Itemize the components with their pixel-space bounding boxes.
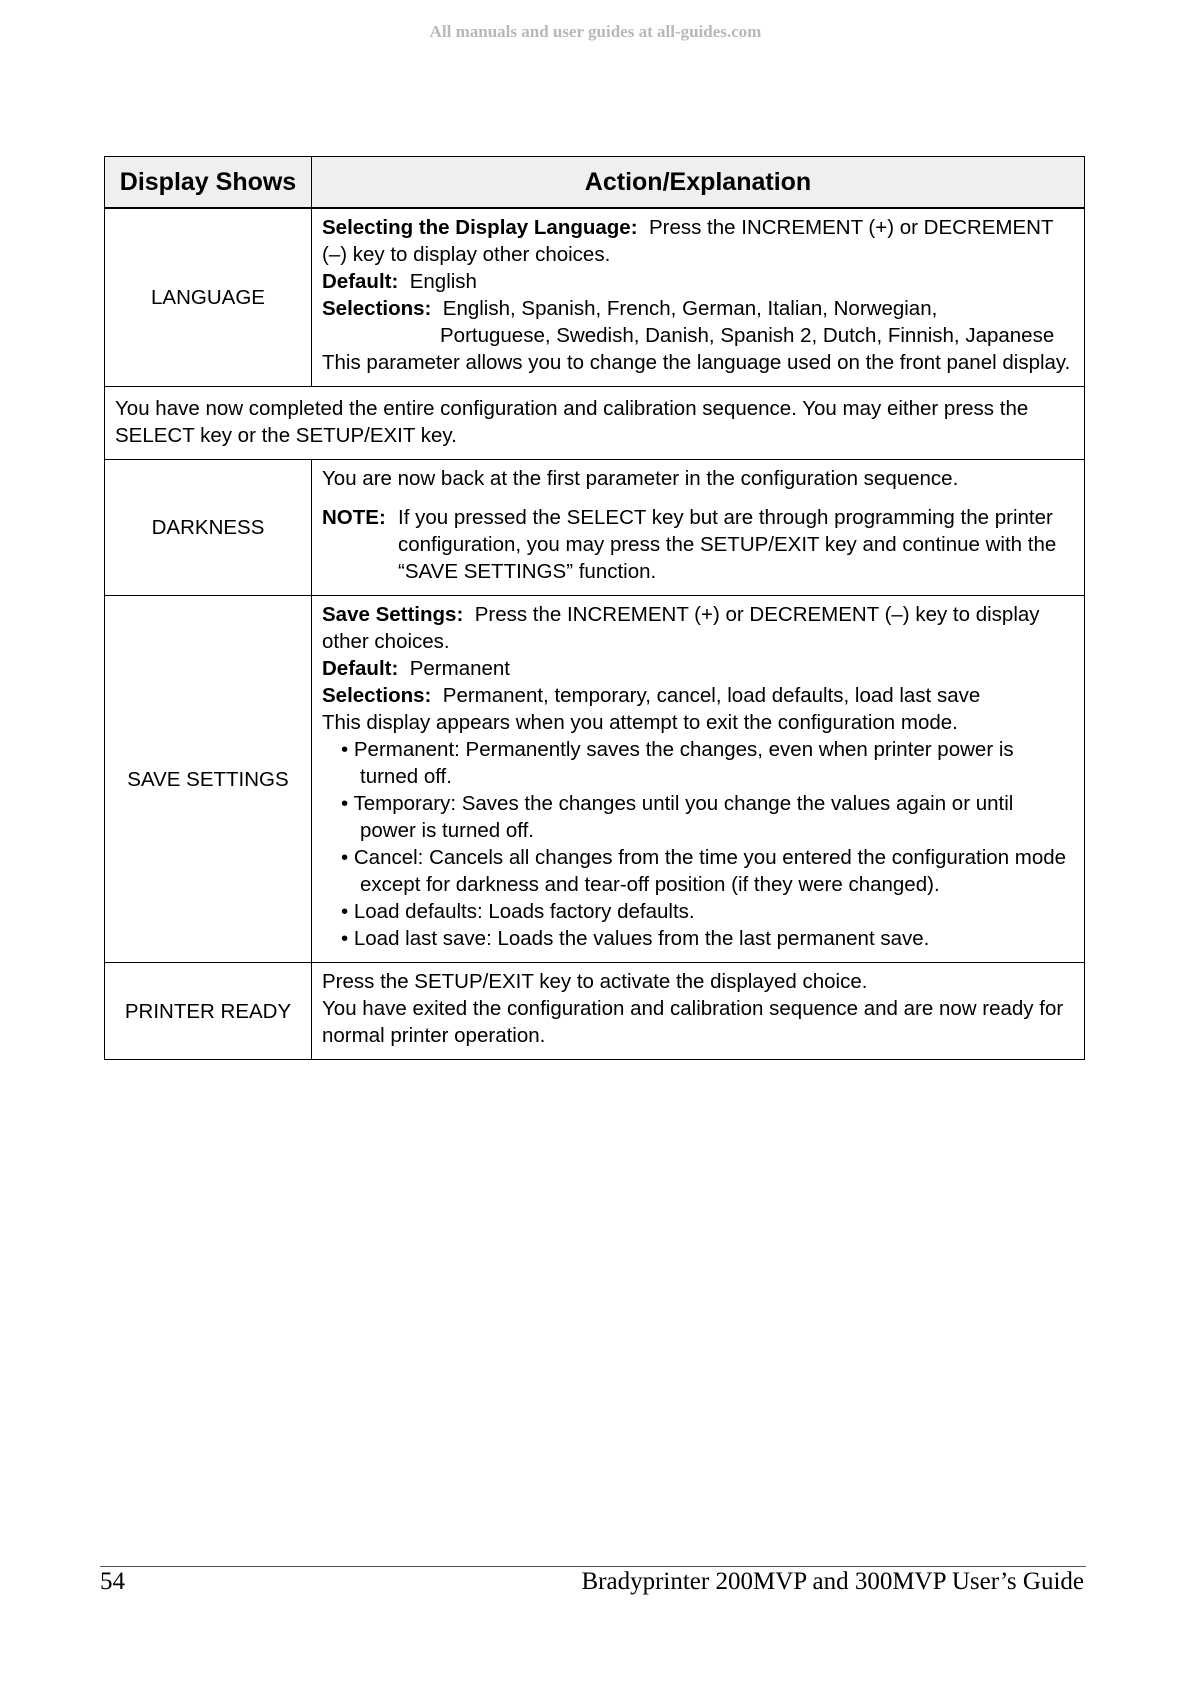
table-row-darkness — [105, 460, 1085, 596]
save-selections-line — [322, 682, 1074, 709]
bullet-permanent: • Permanent: Permanently saves the changes, even when printer power is turned off. — [341, 738, 1014, 788]
printer-ready-line1: Press the SETUP/EXIT key to activate the displayed choice. — [322, 970, 868, 993]
save-default-line — [322, 655, 1074, 682]
completed-note: You have now completed the entire configuration and calibration sequence. You may either press the SELECT key or the SETUP/EXIT key. — [105, 387, 1085, 460]
language-selections-line — [322, 295, 1074, 322]
table-row-language — [105, 208, 1085, 387]
display-save-settings: SAVE SETTINGS — [105, 596, 312, 963]
footer-rule — [100, 1566, 1086, 1567]
bullet-temporary: • Temporary: Saves the changes until you change the values again or until power is turned off. — [341, 792, 1014, 842]
language-default-value: English — [409, 270, 477, 293]
save-selections-label: Selections: — [322, 684, 432, 707]
bullet-load-last-save: • Load last save: Loads the values from the last permanent save. — [341, 927, 930, 950]
language-title-line — [322, 214, 1074, 268]
language-default-line — [322, 268, 1074, 295]
language-title: Selecting the Display Language: — [322, 216, 638, 239]
save-default-value: Permanent — [409, 657, 510, 680]
table-row-save-settings — [105, 596, 1085, 963]
display-language: LANGUAGE — [105, 208, 312, 387]
action-save-settings — [312, 596, 1085, 963]
language-title-text: Press the INCREMENT (+) or DECREMENT (–) key to display other choices. — [322, 216, 1054, 266]
guide-title: Bradyprinter 200MVP and 300MVP User’s Guide — [581, 1568, 1084, 1595]
action-darkness — [312, 460, 1085, 596]
note-text: If you pressed the SELECT key but are through programming the printer configuration, you may press the SETUP/EXIT key and continue with the “SAVE SETTINGS” function. — [398, 506, 1057, 583]
action-printer-ready — [312, 963, 1085, 1060]
language-description: This parameter allows you to change the language used on the front panel display. — [322, 351, 1071, 374]
display-printer-ready: PRINTER READY — [105, 963, 312, 1060]
language-selections-line1: English, Spanish, French, German, Italian, Norwegian, — [442, 297, 938, 320]
note-label: NOTE: — [322, 506, 386, 529]
header-action-explanation: Action/Explanation — [312, 157, 1085, 209]
save-selections-value: Permanent, temporary, cancel, load defaults, load last save — [442, 684, 981, 707]
save-title: Save Settings: — [322, 603, 464, 626]
printer-ready-line2: You have exited the configuration and calibration sequence and are now ready for normal printer operation. — [322, 997, 1064, 1047]
header-display-shows: Display Shows — [105, 157, 312, 209]
darkness-note — [322, 504, 1074, 585]
settings-table — [104, 156, 1085, 1060]
bullet-cancel: • Cancel: Cancels all changes from the time you entered the configuration mode except for darkness and tear-off position (if they were changed). — [341, 846, 1067, 896]
language-selections-label: Selections: — [322, 297, 432, 320]
table-row-printer-ready — [105, 963, 1085, 1060]
page-number: 54 — [100, 1568, 125, 1595]
language-default-label: Default: — [322, 270, 399, 293]
bullet-load-defaults: • Load defaults: Loads factory defaults. — [341, 900, 695, 923]
save-default-label: Default: — [322, 657, 399, 680]
action-language — [312, 208, 1085, 387]
table-header-row — [105, 157, 1085, 209]
language-selections-line2: Portuguese, Swedish, Danish, Spanish 2, Dutch, Finnish, Japanese — [440, 324, 1055, 347]
darkness-text: You are now back at the first parameter in the configuration sequence. — [322, 467, 959, 490]
save-title-text: Press the INCREMENT (+) or DECREMENT (–) key to display other choices. — [322, 603, 1040, 653]
table-row-completed-note — [105, 387, 1085, 460]
watermark: All manuals and user guides at all-guides.com — [429, 22, 762, 41]
save-title-line — [322, 601, 1074, 655]
display-darkness: DARKNESS — [105, 460, 312, 596]
save-description: This display appears when you attempt to exit the configuration mode. — [322, 711, 958, 734]
